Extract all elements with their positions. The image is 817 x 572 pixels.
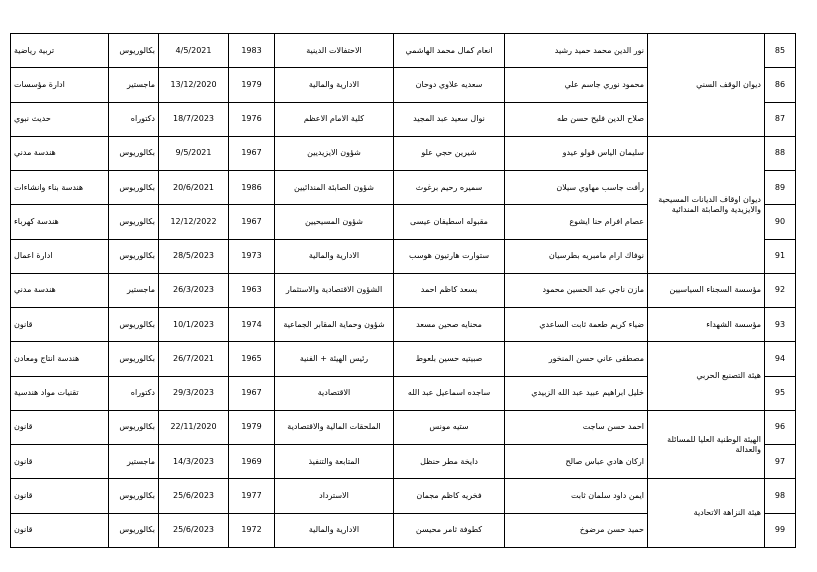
birth-year-cell: 1969: [229, 445, 275, 479]
table-row: [11, 136, 796, 170]
nominee-cell: صبيتيه حسين بلعوط: [394, 342, 505, 376]
position-cell: الاقتصادية: [275, 376, 394, 410]
name-cell: نور الدين محمد حميد رشيد: [505, 34, 648, 68]
nominee-cell: ستوارت هارتيون هوسب: [394, 239, 505, 273]
seq-cell: 96: [765, 410, 796, 444]
specialty-cell: قانون: [11, 445, 109, 479]
seq-cell: 86: [765, 68, 796, 102]
specialty-cell: حديث نبوي: [11, 102, 109, 136]
degree-cell: بكالوريوس: [109, 342, 159, 376]
position-cell: شؤون الايزيديين: [275, 136, 394, 170]
name-cell: مازن ناجي عبد الحسين محمود: [505, 273, 648, 307]
birth-year-cell: 1979: [229, 68, 275, 102]
position-cell: رئيس الهيئة + الفنية: [275, 342, 394, 376]
nominee-cell: نوال سعيد عبد المجيد: [394, 102, 505, 136]
specialty-cell: قانون: [11, 308, 109, 342]
position-cell: الاسترداد: [275, 479, 394, 513]
degree-cell: بكالوريوس: [109, 513, 159, 547]
position-cell: شؤون وحماية المقابر الجماعية: [275, 308, 394, 342]
specialty-cell: ادارة اعمال: [11, 239, 109, 273]
seq-cell: 91: [765, 239, 796, 273]
birth-year-cell: 1965: [229, 342, 275, 376]
birth-year-cell: 1979: [229, 410, 275, 444]
entity-cell: هيئة النزاهة الاتحادية: [648, 479, 765, 548]
degree-cell: بكالوريوس: [109, 136, 159, 170]
seq-cell: 97: [765, 445, 796, 479]
entity-cell: هيئة التصنيع الحربي: [648, 342, 765, 411]
nominee-cell: مقبوله اسطيفان عيسى: [394, 205, 505, 239]
degree-cell: دكتوراه: [109, 102, 159, 136]
specialty-cell: قانون: [11, 410, 109, 444]
seq-cell: 95: [765, 376, 796, 410]
table-row: [11, 342, 796, 376]
nominee-cell: كطوفة ثامر محيسن: [394, 513, 505, 547]
name-cell: صلاح الدين فليح حسن طه: [505, 102, 648, 136]
name-cell: سليمان الياس قولو عيدو: [505, 136, 648, 170]
position-cell: الملحقات المالية والاقتصادية: [275, 410, 394, 444]
position-cell: الادارية والمالية: [275, 239, 394, 273]
name-cell: خليل ابراهيم عبيد عبد الله الزبيدي: [505, 376, 648, 410]
name-cell: ضياء كريم طعمة ثابت الساعدي: [505, 308, 648, 342]
specialty-cell: قانون: [11, 513, 109, 547]
degree-cell: بكالوريوس: [109, 479, 159, 513]
seq-cell: 94: [765, 342, 796, 376]
position-cell: شؤون المسيحيين: [275, 205, 394, 239]
date-cell: 12/12/2022: [159, 205, 229, 239]
birth-year-cell: 1983: [229, 34, 275, 68]
seq-cell: 87: [765, 102, 796, 136]
date-cell: 26/7/2021: [159, 342, 229, 376]
date-cell: 26/3/2023: [159, 273, 229, 307]
degree-cell: بكالوريوس: [109, 171, 159, 205]
degree-cell: ماجستير: [109, 68, 159, 102]
specialty-cell: تقنيات مواد هندسية: [11, 376, 109, 410]
position-cell: الاحتفالات الدينية: [275, 34, 394, 68]
position-cell: كلية الامام الاعظم: [275, 102, 394, 136]
seq-cell: 85: [765, 34, 796, 68]
date-cell: 9/5/2021: [159, 136, 229, 170]
nominee-cell: سعديه علاوي دوحان: [394, 68, 505, 102]
position-cell: المتابعة والتنفيذ: [275, 445, 394, 479]
degree-cell: ماجستير: [109, 273, 159, 307]
position-cell: الادارية والمالية: [275, 68, 394, 102]
birth-year-cell: 1974: [229, 308, 275, 342]
seq-cell: 88: [765, 136, 796, 170]
nominee-cell: انعام كمال محمد الهاشمي: [394, 34, 505, 68]
birth-year-cell: 1976: [229, 102, 275, 136]
degree-cell: بكالوريوس: [109, 205, 159, 239]
specialty-cell: هندسة مدني: [11, 273, 109, 307]
seq-cell: 98: [765, 479, 796, 513]
degree-cell: دكتوراه: [109, 376, 159, 410]
date-cell: 20/6/2021: [159, 171, 229, 205]
date-cell: 18/7/2023: [159, 102, 229, 136]
name-cell: احمد حسن ساجت: [505, 410, 648, 444]
birth-year-cell: 1972: [229, 513, 275, 547]
table-row: [11, 273, 796, 307]
position-cell: الشؤون الاقتصادية والاستثمار: [275, 273, 394, 307]
entity-cell: مؤسسة السجناء السياسيين: [648, 273, 765, 307]
birth-year-cell: 1977: [229, 479, 275, 513]
degree-cell: بكالوريوس: [109, 410, 159, 444]
specialty-cell: ادارة مؤسسات: [11, 68, 109, 102]
birth-year-cell: 1986: [229, 171, 275, 205]
specialty-cell: هندسة مدني: [11, 136, 109, 170]
nominee-cell: ساجده اسماعيل عبد الله: [394, 376, 505, 410]
entity-cell: الهيئة الوطنية العليا للمسائلة والعدالة: [648, 410, 765, 479]
birth-year-cell: 1967: [229, 136, 275, 170]
entity-cell: ديوان اوقاف الديانات المسيحية والايزيدية والصابئة المندائية: [648, 136, 765, 273]
table-row: [11, 479, 796, 513]
birth-year-cell: 1963: [229, 273, 275, 307]
name-cell: محمود نوري جاسم علي: [505, 68, 648, 102]
degree-cell: بكالوريوس: [109, 308, 159, 342]
degree-cell: بكالوريوس: [109, 239, 159, 273]
seq-cell: 93: [765, 308, 796, 342]
name-cell: عصام افرام حنا ايشوع: [505, 205, 648, 239]
specialty-cell: هندسة بناء وانشاءات: [11, 171, 109, 205]
table-row: [11, 308, 796, 342]
nominee-cell: سميره رحيم برغوث: [394, 171, 505, 205]
date-cell: 25/6/2023: [159, 513, 229, 547]
date-cell: 4/5/2021: [159, 34, 229, 68]
degree-cell: بكالوريوس: [109, 34, 159, 68]
date-cell: 25/6/2023: [159, 479, 229, 513]
date-cell: 29/3/2023: [159, 376, 229, 410]
nominee-cell: فخريه كاظم مجمان: [394, 479, 505, 513]
name-cell: مصطفى عاني حسن المنخور: [505, 342, 648, 376]
nominee-cell: محنايه صحين مسعد: [394, 308, 505, 342]
date-cell: 28/5/2023: [159, 239, 229, 273]
birth-year-cell: 1967: [229, 205, 275, 239]
seq-cell: 92: [765, 273, 796, 307]
birth-year-cell: 1967: [229, 376, 275, 410]
position-cell: شؤون الصابئة المندائيين: [275, 171, 394, 205]
specialty-cell: هندسة كهرباء: [11, 205, 109, 239]
specialty-cell: قانون: [11, 479, 109, 513]
specialty-cell: هندسة انتاج ومعادن: [11, 342, 109, 376]
date-cell: 10/1/2023: [159, 308, 229, 342]
specialty-cell: تربية رياضية: [11, 34, 109, 68]
entity-cell: ديوان الوقف السني: [648, 34, 765, 137]
seq-cell: 89: [765, 171, 796, 205]
position-cell: الادارية والمالية: [275, 513, 394, 547]
seq-cell: 90: [765, 205, 796, 239]
personnel-table: [10, 33, 796, 548]
nominee-cell: دايخة مطر حنظل: [394, 445, 505, 479]
date-cell: 22/11/2020: [159, 410, 229, 444]
table-row: [11, 410, 796, 444]
nominee-cell: ستيه مونس: [394, 410, 505, 444]
table-row: [11, 34, 796, 68]
birth-year-cell: 1973: [229, 239, 275, 273]
degree-cell: ماجستير: [109, 445, 159, 479]
entity-cell: مؤسسة الشهداء: [648, 308, 765, 342]
name-cell: حميد حسن مرضوخ: [505, 513, 648, 547]
nominee-cell: بسعد كاظم احمد: [394, 273, 505, 307]
date-cell: 14/3/2023: [159, 445, 229, 479]
date-cell: 13/12/2020: [159, 68, 229, 102]
name-cell: ايمن داود سلمان ثابت: [505, 479, 648, 513]
name-cell: رأفت جاسب مهاوي سيلان: [505, 171, 648, 205]
seq-cell: 99: [765, 513, 796, 547]
name-cell: اركان هادي عباس صالح: [505, 445, 648, 479]
nominee-cell: شيرين حجي علو: [394, 136, 505, 170]
name-cell: نوفاك ارام مامبريه بطرسيان: [505, 239, 648, 273]
